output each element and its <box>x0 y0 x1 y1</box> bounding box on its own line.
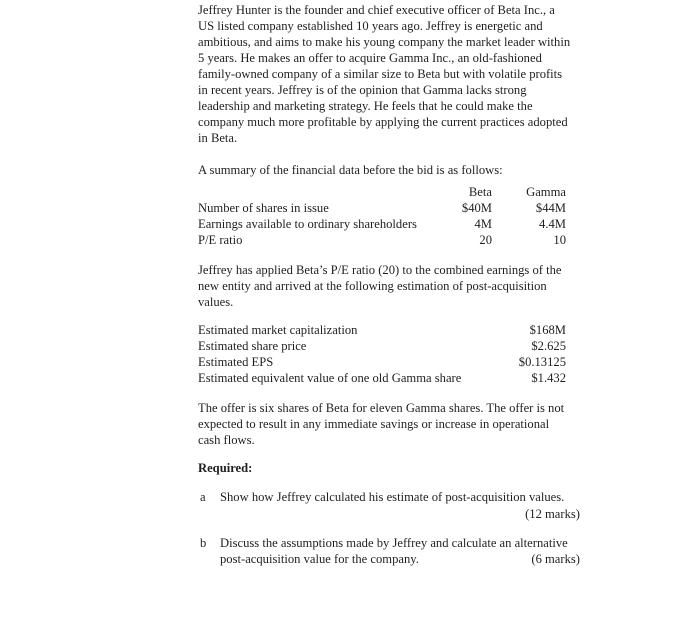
table-row <box>198 216 590 232</box>
header-beta: Beta <box>468 185 492 199</box>
intro-line: in Beta. <box>198 131 238 145</box>
gamma-value: 10 <box>553 233 566 247</box>
estimate-value: $1.432 <box>531 371 566 385</box>
financial-table <box>198 184 590 248</box>
beta-value: $40M <box>461 201 492 215</box>
gamma-value: 4.4M <box>539 217 566 231</box>
intro-line: leadership and marketing strategy. He feels that he could make the <box>198 99 533 113</box>
table-row <box>198 322 590 338</box>
intro-line: 5 years. He makes an offer to acquire Gamma Inc., an old-fashioned <box>198 51 542 65</box>
paragraph-line: values. <box>198 295 234 309</box>
intro-line: US listed company established 10 years ago. Jeffrey is energetic and <box>198 19 543 33</box>
intro-paragraph <box>198 2 590 146</box>
estimate-label: Estimated equivalent value of one old Gamma share <box>198 371 462 385</box>
row-label: Earnings available to ordinary shareholders <box>198 217 417 231</box>
question-letter: a <box>200 490 206 504</box>
estimate-label: Estimated share price <box>198 339 307 353</box>
intro-line: in recent years. Jeffrey is of the opinion that Gamma lacks strong <box>198 83 527 97</box>
estimate-value: $0.13125 <box>518 355 566 369</box>
table-row <box>198 370 590 386</box>
question-marks: (6 marks) <box>531 552 580 566</box>
table-header-row <box>198 184 590 200</box>
offer-paragraph <box>198 400 590 448</box>
table-row <box>198 232 590 248</box>
question-letter: b <box>200 536 207 550</box>
question-text: post-acquisition value for the company. <box>220 552 419 566</box>
estimate-value: $2.625 <box>531 339 566 353</box>
table-row <box>198 338 590 354</box>
row-label: Number of shares in issue <box>198 201 329 215</box>
intro-line: ambitious, and aims to make his young company the market leader within <box>198 35 571 49</box>
intro-line: company much more profitable by applying the current practices adopted <box>198 115 568 129</box>
summary-intro: A summary of the financial data before the bid is as follows: <box>198 163 503 177</box>
required-heading: Required: <box>198 461 253 475</box>
question-text: Discuss the assumptions made by Jeffrey and calculate an alternative <box>220 536 568 550</box>
gamma-value: $44M <box>535 201 566 215</box>
table-row <box>198 354 590 370</box>
paragraph-line: new entity and arrived at the following estimation of post-acquisition <box>198 279 547 293</box>
paragraph-line: expected to result in any immediate savings or increase in operational <box>198 417 550 431</box>
header-gamma: Gamma <box>526 185 566 199</box>
estimate-label: Estimated EPS <box>198 355 274 369</box>
estimate-label: Estimated market capitalization <box>198 323 358 337</box>
intro-line: family-owned company of a similar size to Beta but with volatile profits <box>198 67 563 81</box>
question-text: Show how Jeffrey calculated his estimate of post-acquisition values. <box>220 490 565 504</box>
paragraph-line: The offer is six shares of Beta for eleven Gamma shares. The offer is not <box>198 401 565 415</box>
intro-line: Jeffrey Hunter is the founder and chief executive officer of Beta Inc., a <box>198 3 555 17</box>
question-marks: (12 marks) <box>525 507 580 521</box>
estimation-paragraph <box>198 262 590 310</box>
estimates-table <box>198 322 590 386</box>
paragraph-line: Jeffrey has applied Beta’s P/E ratio (20) to the combined earnings of the <box>198 263 562 277</box>
beta-value: 4M <box>474 217 492 231</box>
paragraph-line: cash flows. <box>198 433 255 447</box>
estimate-value: $168M <box>529 323 566 337</box>
row-label: P/E ratio <box>198 233 243 247</box>
beta-value: 20 <box>479 233 492 247</box>
table-row <box>198 200 590 216</box>
